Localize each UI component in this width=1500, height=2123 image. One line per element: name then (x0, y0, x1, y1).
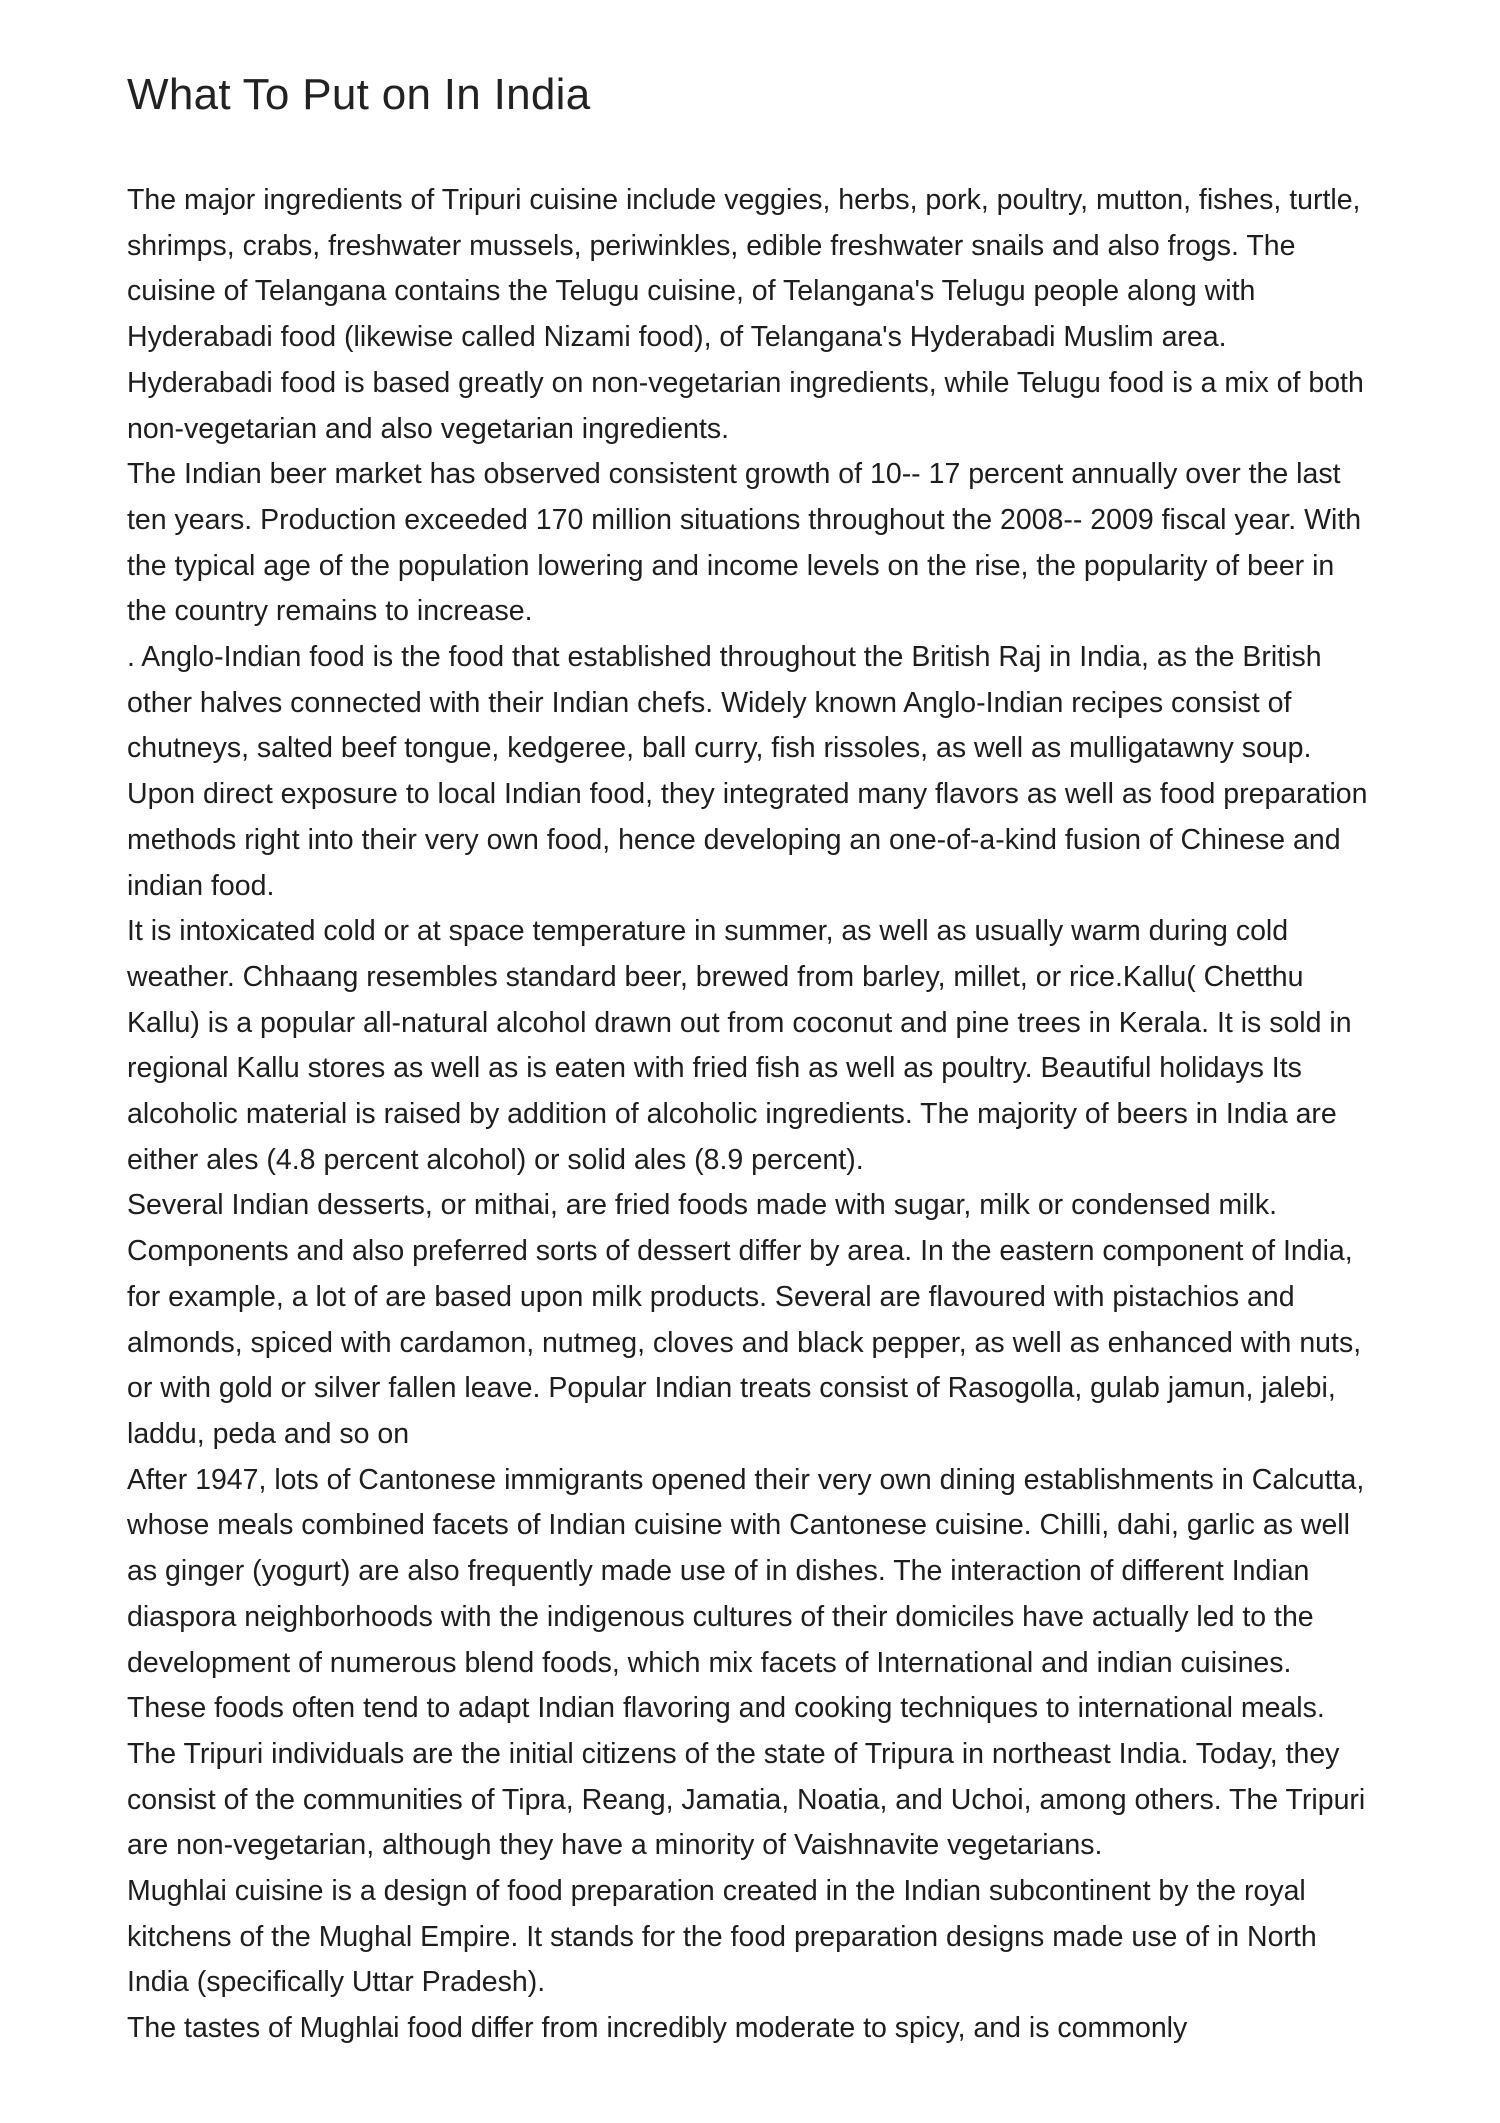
page-title: What To Put on In India (127, 70, 591, 119)
paragraph-chhaang-kallu: It is intoxicated cold or at space temperature in summer, as well as usually warm during cold weather. Chhaang resembles standard beer, brewed from barley, millet, or rice.Kallu( Chetthu Kallu) is a popular all-natural alcohol drawn out from coconut and pine trees in Kerala. It is sold in regional Kallu stores as well as is eaten with fried fish as well as poultry. Beautiful holidays Its alcoholic material is raised by addition of alcoholic ingredients. The majority of beers in India are either ales (4.8 percent alcohol) or solid ales (8.9 percent). (127, 915, 1352, 1176)
paragraph-mughlai: Mughlai cuisine is a design of food preparation created in the Indian subcontinent by the royal kitchens of the Mughal Empire. It stands for the food preparation designs made use of in North India (specifically Uttar Pradesh). (127, 1875, 1317, 1999)
paragraph-mughlai-tastes: The tastes of Mughlai food differ from incredibly moderate to spicy, and is commonly (127, 2012, 1188, 2045)
paragraph-tripuri-telangana: The major ingredients of Tripuri cuisine include veggies, herbs, pork, poultry, mutton, fishes, turtle, shrimps, crabs, freshwater mussels, periwinkles, edible freshwater snails and also frogs. The cuisine of Telangana contains the Telugu cuisine, of Telangana's Telugu people along with Hyderabadi food (likewise called Nizami food), of Telangana's Hyderabadi Muslim area. Hyderabadi food is based greatly on non-vegetarian ingredients, while Telugu food is a mix of both non-vegetarian and also vegetarian ingredients. (127, 184, 1364, 445)
paragraph-anglo-indian: . Anglo-Indian food is the food that established throughout the British Raj in India, as the British other halves connected with their Indian chefs. Widely known Anglo-Indian recipes consist of chutneys, salted beef tongue, kedgeree, ball curry, fish rissoles, as well as mulligatawny soup. Upon direct exposure to local Indian food, they integrated many flavors as well as food preparation methods right into their very own food, hence developing an one-of-a-kind fusion of Chinese and indian food. (127, 641, 1368, 902)
document-page (127, 58, 1375, 2052)
paragraph-cantonese: After 1947, lots of Cantonese immigrants opened their very own dining establishments in Calcutta, whose meals combined facets of Indian cuisine with Cantonese cuisine. Chilli, dahi, garlic as well as ginger (yogurt) are also frequently made use of in dishes. The interaction of different Indian diaspora neighborhoods with the indigenous cultures of their domiciles have actually led to the development of numerous blend foods, which mix facets of International and indian cuisines. These foods often tend to adapt Indian flavoring and cooking techniques to international meals. (127, 1463, 1365, 1725)
paragraph-beer-market: The Indian beer market has observed consistent growth of 10-- 17 percent annually over the last ten years. Production exceeded 170 million situations throughout the 2008-- 2009 fiscal year. With the typical age of the population lowering and income levels on the rise, the popularity of beer in the country remains to increase. (127, 458, 1362, 628)
paragraph-tripuri-people: The Tripuri individuals are the initial citizens of the state of Tripura in northeast India. Today, they consist of the communities of Tipra, Reang, Jamatia, Noatia, and Uchoi, among others. The Tripuri are non-vegetarian, although they have a minority of Vaishnavite vegetarians. (127, 1737, 1366, 1862)
paragraph-desserts: Several Indian desserts, or mithai, are fried foods made with sugar, milk or condensed milk. Components and also preferred sorts of dessert differ by area. In the eastern component of India, for example, a lot of are based upon milk products. Several are flavoured with pistachios and almonds, spiced with cardamon, nutmeg, cloves and black pepper, as well as enhanced with nuts, or with gold or silver fallen leave. Popular Indian treats consist of Rasogolla, gulab jamun, jalebi, laddu, peda and so on (127, 1189, 1362, 1450)
